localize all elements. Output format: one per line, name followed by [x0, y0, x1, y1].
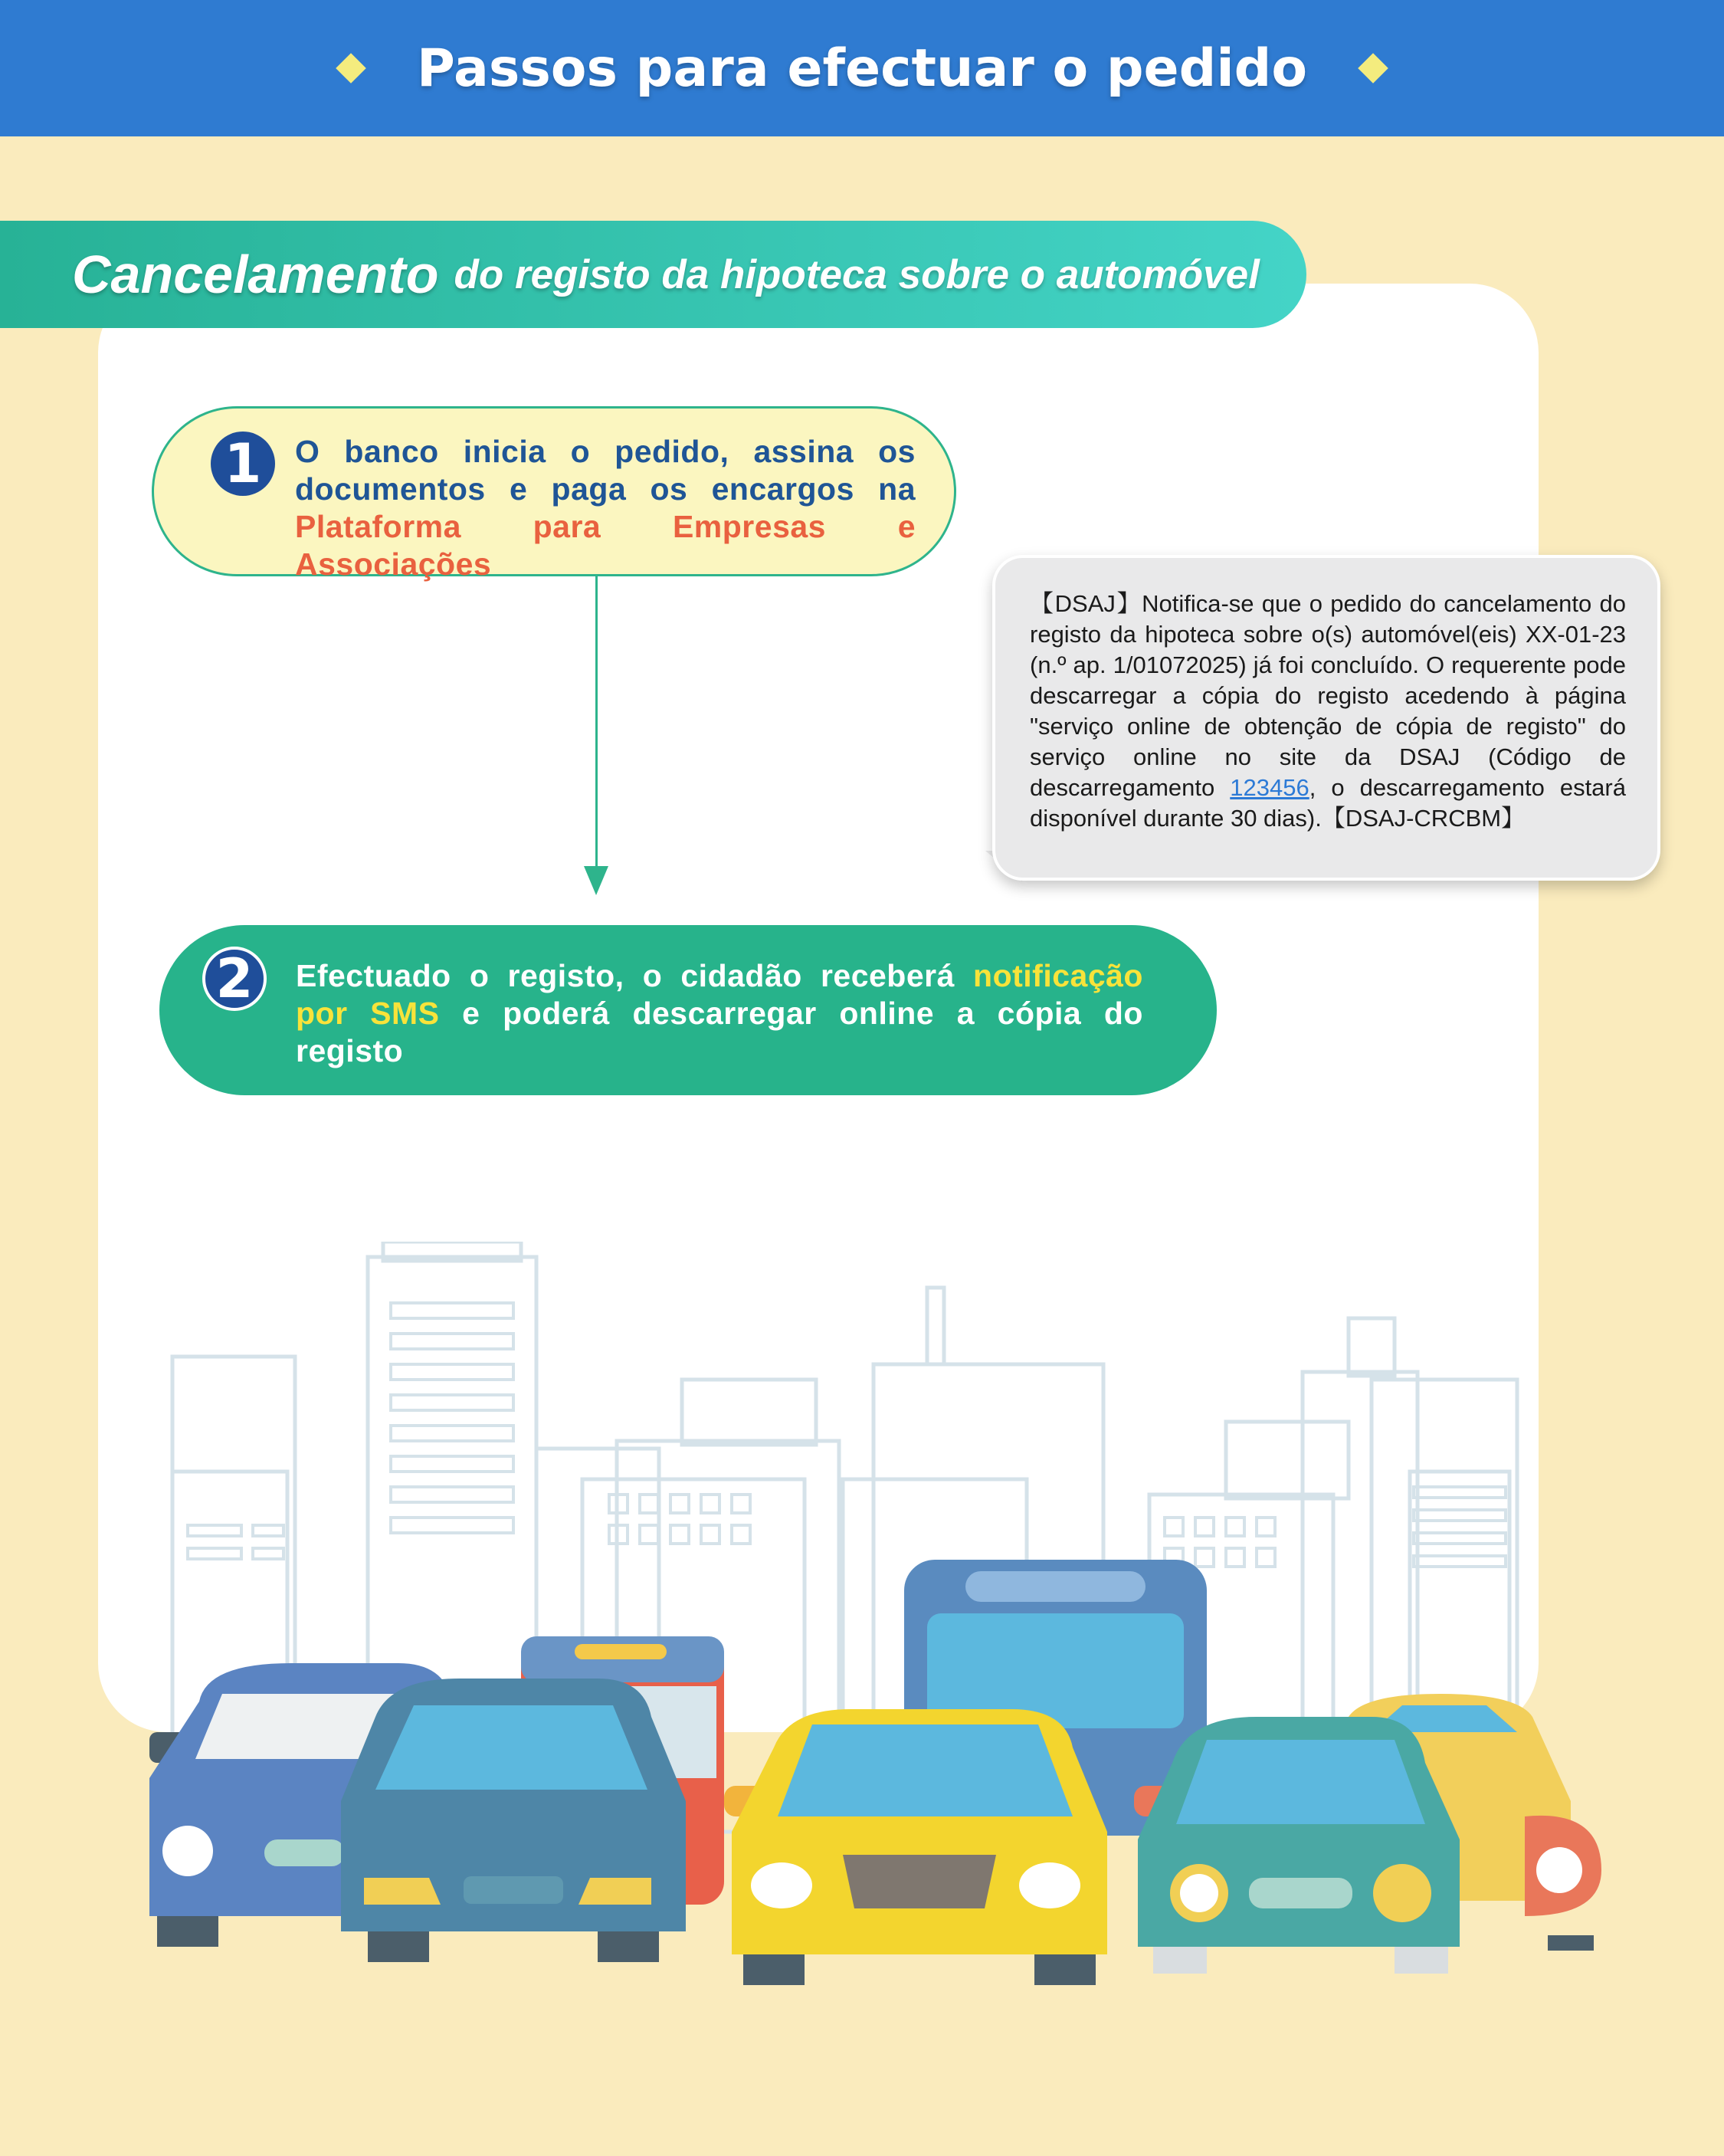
- city-window-grid: [188, 1303, 1506, 1567]
- section-banner: [0, 221, 1306, 328]
- step-1-platform-highlight: Plataforma para Empresas e Associações: [295, 509, 916, 582]
- flow-arrow-line: [595, 576, 598, 870]
- step-2-text-after: e poderá descarregar online a cópia do registo: [296, 996, 1143, 1068]
- teal-car-front-right: [1134, 1717, 1460, 1974]
- step-2-text-before: Efectuado o registo, o cidadão receberá: [296, 958, 955, 993]
- page-header: [0, 0, 1724, 136]
- sms-message-bubble: [992, 555, 1660, 881]
- sms-text-part-1: 【DSAJ】Notifica-se que o pedido do cancelamento do registo da hipoteca sobre o(s) automóvel(eis) XX-01-23 (n.º ap. 1/01072025) já foi concluído. O requerente pode descarregar a cópia do registo acedendo à página "serviço online de obtenção de cópia de registo" do serviço online no site da DSAJ (Código de descarregamento: [1030, 590, 1626, 801]
- arrow-down-icon: [584, 866, 608, 895]
- city-traffic-illustration: [0, 1242, 1724, 2008]
- step-1-box: [152, 406, 956, 582]
- banner-title-main: Cancelamento: [72, 244, 439, 304]
- yellow-car-front-center: [724, 1709, 1107, 1985]
- sms-message-text: [1030, 589, 1626, 834]
- download-code-link[interactable]: 123456: [1230, 774, 1309, 801]
- banner-title-rest: do registo da hipoteca sobre o automóvel: [454, 251, 1260, 297]
- diamond-icon-right: [1358, 53, 1388, 84]
- step-2-number: 2: [202, 947, 267, 1011]
- page-title: Passos para efectuar o pedido: [416, 38, 1308, 99]
- step-2-text: [296, 957, 1143, 1070]
- step-1-text: [295, 433, 916, 583]
- step-2-box: [159, 925, 1217, 1095]
- step-2-sms-highlight: notificação por SMS: [296, 958, 1143, 1031]
- teal-car-front-left: [341, 1679, 686, 1962]
- diamond-icon-left: [336, 53, 366, 84]
- sms-text-part-2: , o descarregamento estará disponível durante 30 dias).【DSAJ-CRCBM】: [1030, 774, 1626, 832]
- step-1-description: O banco inicia o pedido, assina os documentos e paga os encargos na: [295, 434, 916, 507]
- step-1-number: 1: [211, 432, 275, 496]
